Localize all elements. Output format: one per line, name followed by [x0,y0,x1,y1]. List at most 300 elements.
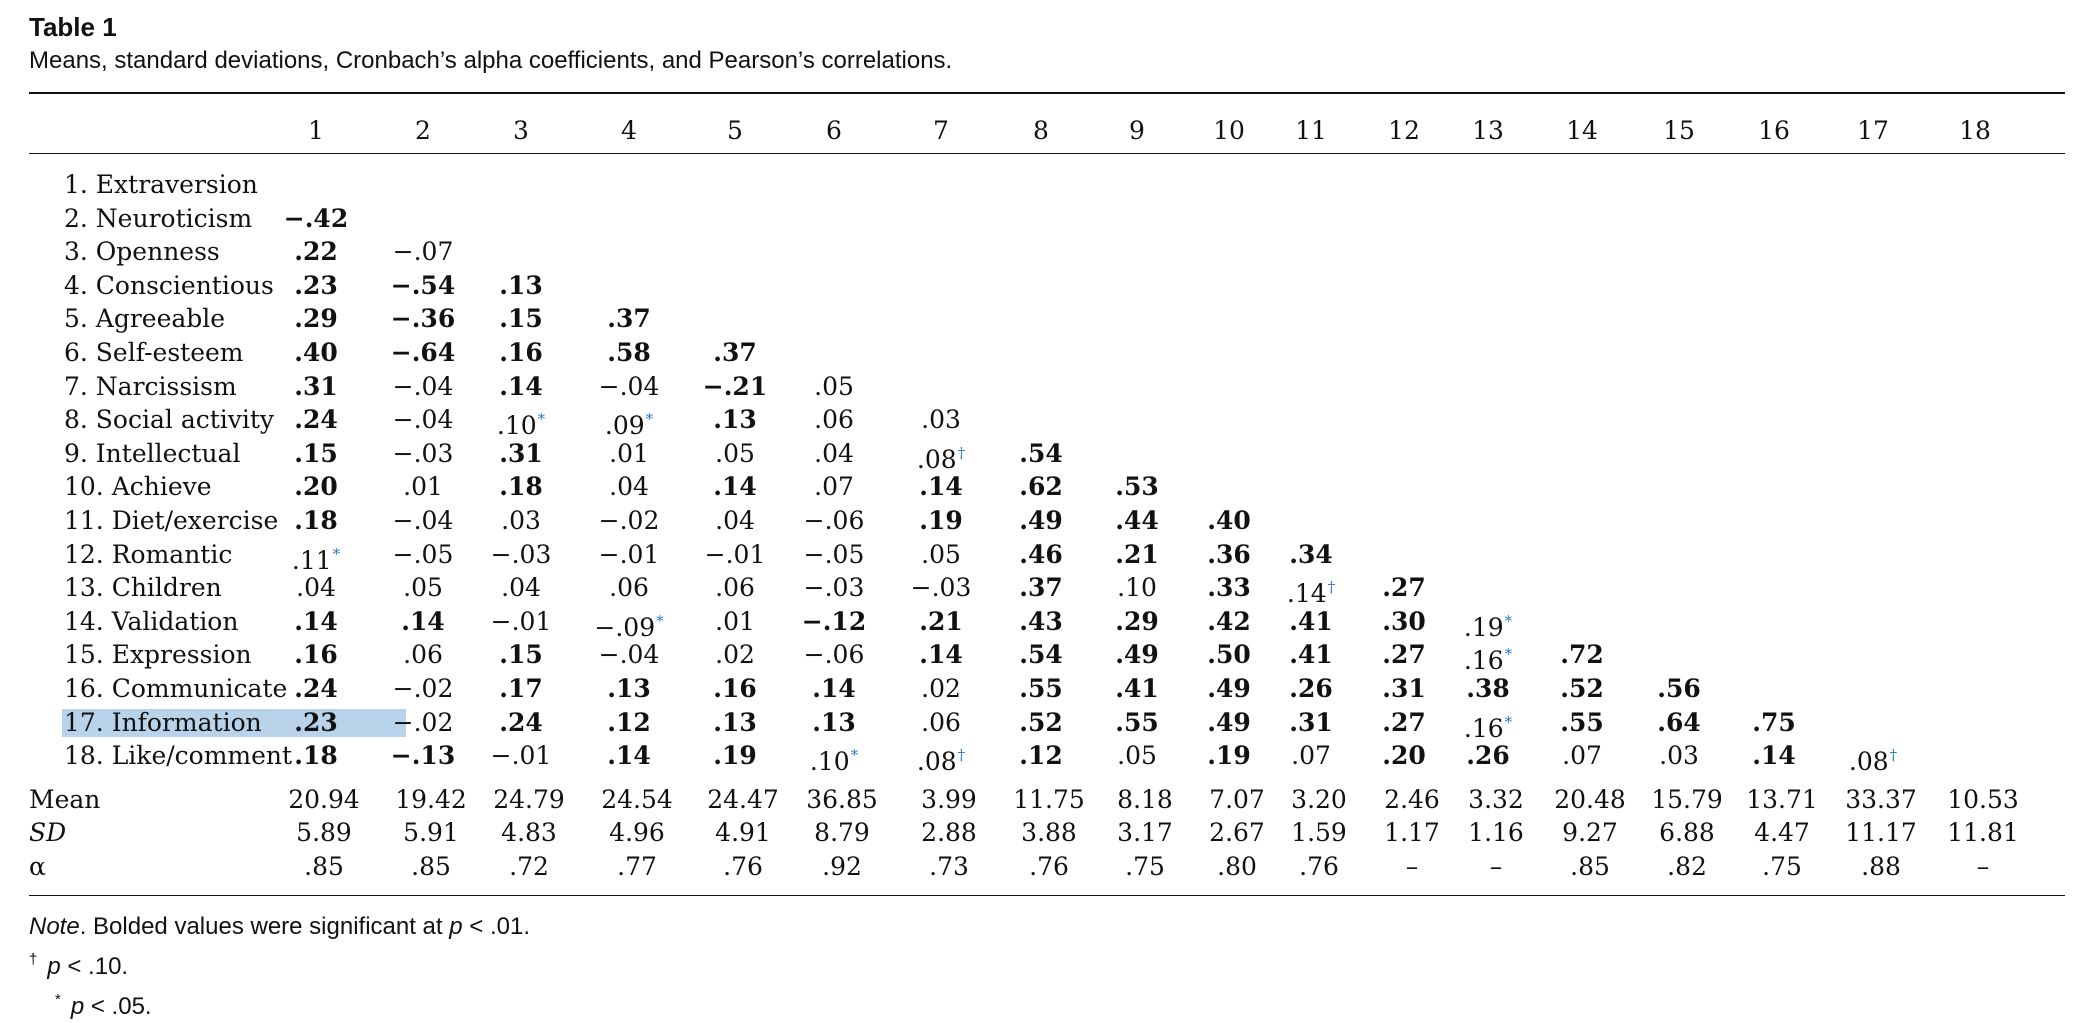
star-note: * p < .05. [55,991,152,1021]
table-cell [715,571,755,605]
cell-value: .16 [713,673,757,703]
table-cell [294,437,338,471]
table-cell [1115,470,1159,504]
table-cell [1382,672,1426,706]
cell-value: .24 [294,405,338,435]
cell-value: .06 [921,707,961,737]
stats-body [29,783,2065,884]
footnote-marker: † [1327,578,1336,597]
cell-value: .31 [1382,673,1426,703]
table-cell [1560,706,1604,740]
table-cell [715,638,755,672]
footnote-marker: * [1504,645,1513,664]
cell-value: .20 [294,472,338,502]
table-cell [491,538,552,572]
cell-value: −.04 [392,505,454,535]
table-cell [296,571,336,605]
cell-value: .20 [1382,741,1426,771]
table-cell [1291,739,1331,773]
table-row [29,470,2065,504]
cell-value: .05 [403,573,443,603]
table-cell [609,437,649,471]
table-cell [715,605,755,639]
table-cell [1382,571,1426,605]
cell-value: .15 [294,438,338,468]
cell-value: .46 [1019,539,1063,569]
cell-value: .55 [1560,707,1604,737]
table-cell [607,672,651,706]
table-cell [1289,538,1333,572]
table-label: Table 1 [29,12,117,42]
cell-value: .04 [609,472,649,502]
table-cell [1466,739,1510,773]
stats-row [29,816,2065,850]
cell-value: .18 [294,741,338,771]
table-cell [294,336,338,370]
table-cell [1207,605,1251,639]
table-row [29,571,2065,609]
footnote-marker: † [1889,746,1898,765]
cell-value: .31 [294,371,338,401]
cell-value: .07 [1562,741,1602,771]
table-cell [1019,437,1063,471]
header-rule [29,153,2065,154]
table-cell [499,302,543,336]
table-cell [1019,504,1063,538]
table-cell [391,336,455,370]
cell-value: .16 [499,337,543,367]
table-cell [599,370,660,404]
column-header: 9 [1129,116,1145,145]
table-cell [814,437,854,471]
cell-value: −.04 [392,371,454,401]
stats-cell: 13.71 [1746,784,1818,814]
table-cell [812,706,856,740]
table-cell [1382,706,1426,740]
row-label: 5. Agreeable [64,304,226,334]
table-caption: Means, standard deviations, Cronbach’s alpha coefficients, and Pearson’s correlations. [29,47,953,74]
table-cell [713,336,757,370]
stats-cell: 5.89 [296,818,352,848]
table-cell [1289,706,1333,740]
cell-value: .05 [1117,741,1157,771]
table-cell [1382,739,1426,773]
table-cell [599,538,660,572]
cell-value: .06 [609,573,649,603]
stats-cell: 8.79 [814,818,870,848]
cell-value: .44 [1115,505,1159,535]
cell-value: .12 [607,707,651,737]
cell-value: −.64 [390,337,456,367]
table-cell [1207,638,1251,672]
table-cell [1117,739,1157,773]
cell-value: .05 [814,371,854,401]
table-cell [1115,538,1159,572]
table-cell [501,571,541,605]
table-row [29,269,2065,303]
stats-cell: 4.91 [715,818,771,848]
table-cell [294,370,338,404]
stats-cell: 33.37 [1845,784,1917,814]
stats-cell: .85 [1570,851,1610,881]
stats-cell: 6.88 [1659,818,1715,848]
cell-value: .31 [1289,707,1333,737]
table-row [29,706,2065,743]
footnote-marker: † [957,443,966,462]
cell-value: .27 [1382,707,1426,737]
cell-value: .38 [1466,673,1510,703]
stats-cell: .76 [723,851,763,881]
stats-cell: 24.47 [707,784,779,814]
column-header: 8 [1033,116,1049,145]
footnote-marker: * [1504,611,1513,630]
stats-cell: 9.27 [1562,818,1618,848]
stats-cell: .82 [1667,851,1707,881]
cell-value: .50 [1207,640,1251,670]
cell-value: .05 [715,438,755,468]
column-header: 1 [308,116,324,145]
table-cell [1019,538,1063,572]
stats-cell: .75 [1762,851,1802,881]
cell-value: −.04 [598,640,660,670]
cell-value: −.03 [803,573,865,603]
cell-value: .05 [921,539,961,569]
column-header: 15 [1663,116,1695,145]
row-label: 13. Children [64,573,222,603]
table-cell [1849,739,1897,779]
cell-value: .08 [916,444,957,474]
stats-cell: 11.75 [1013,784,1085,814]
table-cell [919,470,963,504]
cell-value: .14 [1752,741,1796,771]
cell-value: .49 [1115,640,1159,670]
table-cell [1115,706,1159,740]
cell-value: .19 [1207,741,1251,771]
cell-value: .13 [607,673,651,703]
row-label: 7. Narcissism [64,371,237,401]
table-row [29,638,2065,676]
column-header: 4 [621,116,637,145]
stats-cell: .76 [1299,851,1339,881]
cell-value: −.04 [392,405,454,435]
cell-value: .04 [296,573,336,603]
cell-value: .55 [1115,707,1159,737]
cell-value: −.07 [392,237,454,267]
stats-cell: .85 [411,851,451,881]
table-cell [814,370,854,404]
cell-value: −.02 [598,505,660,535]
cell-value: .16 [1463,646,1504,676]
footnote-marker: * [850,746,859,765]
column-header: 18 [1959,116,1991,145]
table-row [29,235,2065,269]
table-cell [393,403,454,437]
table-cell [1207,706,1251,740]
stats-cell: .80 [1217,851,1257,881]
table-cell [294,235,338,269]
table-cell [1562,739,1602,773]
stats-cell: 36.85 [806,784,878,814]
cell-value: −.04 [598,371,660,401]
cell-value: .37 [607,304,651,334]
table-cell [393,437,454,471]
table-cell [1019,470,1063,504]
cell-value: .30 [1382,606,1426,636]
cell-value: .29 [1115,606,1159,636]
cell-value: .75 [1752,707,1796,737]
table-cell [1019,638,1063,672]
cell-value: .03 [921,405,961,435]
cell-value: .14 [919,640,963,670]
table-cell [713,403,757,437]
table-cell [393,370,454,404]
stats-cell: .92 [822,851,862,881]
table-cell [393,672,454,706]
table-cell [810,739,858,779]
table-cell [804,504,865,538]
table-cell [294,302,338,336]
cell-value: −.02 [392,707,454,737]
cell-value: .13 [713,707,757,737]
stats-cell: 11.17 [1845,818,1917,848]
row-label: 12. Romantic [64,539,233,569]
table-cell [609,571,649,605]
stats-cell: 3.32 [1468,784,1524,814]
stats-cell: 4.83 [501,818,557,848]
stats-cell: 2.67 [1209,818,1265,848]
cell-value: −.01 [598,539,660,569]
cell-value: .53 [1115,472,1159,502]
table-cell [1019,605,1063,639]
cell-value: .23 [294,270,338,300]
table-row [29,504,2065,538]
table-row [29,538,2065,575]
bottom-rule [29,895,2065,896]
table-cell [401,605,445,639]
cell-value: .24 [499,707,543,737]
row-label: 4. Conscientious [64,270,274,300]
cell-value: .21 [919,606,963,636]
table-row [29,202,2065,236]
cell-value: .08 [916,747,957,777]
cell-value: −.36 [390,304,456,334]
cell-value: −.13 [390,741,456,771]
table-row [29,437,2065,474]
table-cell [1560,638,1604,672]
stats-cell: .73 [929,851,969,881]
table-cell [294,470,338,504]
table-cell [1657,672,1701,706]
stats-cell: 2.88 [921,818,977,848]
cell-value: .36 [1207,539,1251,569]
stats-cell: 11.81 [1947,818,2019,848]
cell-value: .34 [1289,539,1333,569]
table-cell [921,538,961,572]
table-cell [703,370,767,404]
table-cell [391,269,455,303]
cell-value: .56 [1657,673,1701,703]
table-row [29,370,2065,404]
stats-cell: 1.59 [1291,818,1347,848]
table-cell [294,672,338,706]
table-cell [919,504,963,538]
cell-value: .14 [1286,579,1327,609]
cell-value: .10 [809,747,850,777]
table-cell [294,504,338,538]
table-row [29,168,2065,202]
table-cell [403,470,443,504]
table-cell [1207,571,1251,605]
table-cell [1289,672,1333,706]
table-cell [499,336,543,370]
stats-cell: – [1976,851,1990,881]
cell-value: .18 [499,472,543,502]
cell-value: .19 [919,505,963,535]
cell-value: .54 [1019,438,1063,468]
cell-value: .07 [814,472,854,502]
table-cell [1115,638,1159,672]
cell-value: .62 [1019,472,1063,502]
table-cell [607,706,651,740]
table-cell [499,638,543,672]
stats-cell: .88 [1861,851,1901,881]
cell-value: .42 [1207,606,1251,636]
table-cell [1207,538,1251,572]
cell-value: .52 [1560,673,1604,703]
row-label: 17. Information [64,707,262,737]
cell-value: .49 [1207,707,1251,737]
cell-value: .55 [1019,673,1063,703]
column-header: 17 [1857,116,1889,145]
table-cell [921,403,961,437]
cell-value: .18 [294,505,338,535]
cell-value: .14 [607,741,651,771]
stats-cell: 1.17 [1384,818,1440,848]
cell-value: .43 [1019,606,1063,636]
cell-value: .02 [921,673,961,703]
table-cell [391,302,455,336]
table-cell [491,605,552,639]
table-cell [294,706,338,740]
stats-cell: 4.96 [609,818,665,848]
table-cell [499,706,543,740]
cell-value: .26 [1289,673,1333,703]
stats-cell: 15.79 [1651,784,1723,814]
table-cell [1466,672,1510,706]
table-cell [1115,504,1159,538]
cell-value: .13 [713,405,757,435]
cell-value: .01 [609,438,649,468]
table-cell [1382,605,1426,639]
table-cell [921,706,961,740]
table-cell [393,538,454,572]
table-row [29,739,2065,777]
stats-cell: 8.18 [1117,784,1173,814]
cell-value: .21 [1115,539,1159,569]
table-cell [1289,638,1333,672]
cell-value: .03 [501,505,541,535]
cell-value: −.03 [910,573,972,603]
cell-value: .31 [499,438,543,468]
table-cell [705,538,766,572]
cell-value: .40 [1207,505,1251,535]
table-cell [713,470,757,504]
table-cell [919,605,963,639]
stats-cell: 4.47 [1754,818,1810,848]
stats-label: SD [29,818,67,848]
cell-value: −.02 [392,673,454,703]
table-row [29,302,2065,336]
table-cell [715,504,755,538]
cell-value: −.54 [390,270,456,300]
table-cell [1115,672,1159,706]
note-line: Note. Bolded values were significant at p < .01. [29,913,530,941]
cell-value: .14 [401,606,445,636]
stats-cell: 24.54 [601,784,673,814]
table-cell [599,504,660,538]
cell-value: .01 [715,606,755,636]
table-cell [393,504,454,538]
cell-value: .11 [291,545,332,575]
column-header: 10 [1213,116,1245,145]
table-row [29,336,2065,370]
cell-value: .17 [499,673,543,703]
cell-value: .24 [294,673,338,703]
row-label: 15. Expression [64,640,252,670]
cell-value: .49 [1207,673,1251,703]
cell-value: .06 [403,640,443,670]
cell-value: .64 [1657,707,1701,737]
cell-value: .03 [1659,741,1699,771]
row-label: 2. Neuroticism [64,203,253,233]
cell-value: .14 [919,472,963,502]
stats-cell: .75 [1125,851,1165,881]
row-label: 9. Intellectual [64,438,241,468]
table-cell [921,672,961,706]
footnote-marker: * [1504,712,1513,731]
column-header: 14 [1566,116,1598,145]
cell-value: .14 [812,673,856,703]
column-header: 3 [513,116,529,145]
row-label: 6. Self-esteem [64,337,244,367]
cell-value: .19 [1463,612,1504,642]
stats-cell: 3.20 [1291,784,1347,814]
table-cell [607,739,651,773]
table-cell [499,370,543,404]
table-cell [1207,739,1251,773]
table-cell [804,571,865,605]
table-cell [1382,638,1426,672]
cell-value: .54 [1019,640,1063,670]
table-cell [499,672,543,706]
cell-value: .15 [499,304,543,334]
table-cell [599,638,660,672]
cell-value: −.42 [283,203,349,233]
cell-value: .37 [713,337,757,367]
table-cell [1117,571,1157,605]
cell-value: .52 [1019,707,1063,737]
table-cell [499,470,543,504]
cell-value: .10 [496,411,537,441]
cell-value: .33 [1207,573,1251,603]
table-cell [713,706,757,740]
stats-cell: 10.53 [1947,784,2019,814]
stats-cell: .72 [509,851,549,881]
table-figure [29,10,2065,1023]
cell-value: .14 [499,371,543,401]
table-cell [294,638,338,672]
cell-value: −.03 [490,539,552,569]
